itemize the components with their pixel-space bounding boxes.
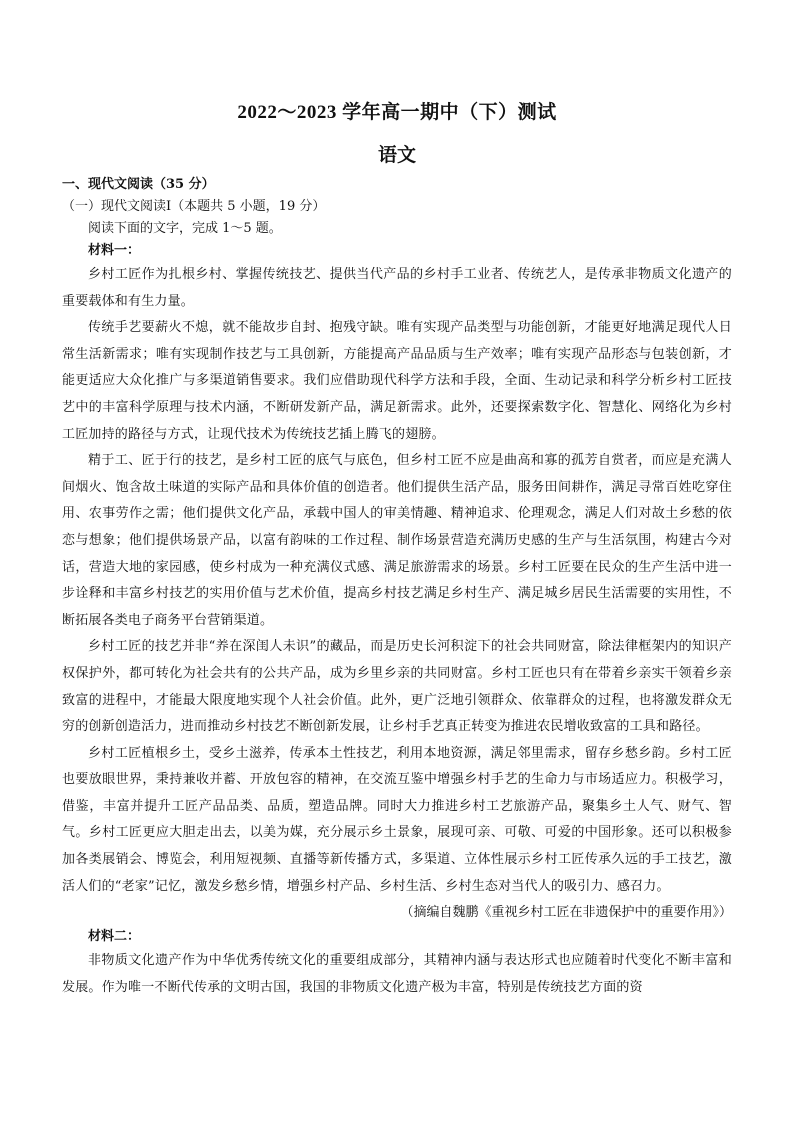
material-1-source: （摘编自魏鹏《重视乡村工匠在非遗保护中的重要作用》）	[400, 905, 732, 921]
subsection-heading: （一）现代文阅读Ⅰ（本题共 5 小题，19 分）	[62, 199, 326, 214]
exam-content	[62, 174, 732, 1001]
reading-instruction: 阅读下面的文字，完成 1～5 题。	[88, 221, 282, 236]
material-1-paragraph: 乡村工匠作为扎根乡村、掌握传统技艺、提供当代产品的乡村手工业者、传统艺人，是传承非物质文化遗产的重要载体和有生力量。	[62, 267, 732, 309]
material-1-paragraph: 传统手艺要薪火不熄，就不能故步自封、抱残守缺。唯有实现产品类型与功能创新，才能更好地满足现代人日常生活新需求；唯有实现制作技艺与工具创新，方能提高产品品质与生产效率；唯有实现产品形态与包装创新，才能更适应大众化推广与多渠道销售要求。我们应借助现代科学方法和手段，全面、生动记录和科学分析乡村工匠技艺中的丰富科学原理与技术内涵，不断研发新产品，满足新需求。此外，还要探索数字化、智慧化、网络化为乡村工匠加持的路径与方式，让现代技术为传统技艺插上腾飞的翅膀。	[62, 320, 732, 442]
material-2-label: 材料二：	[88, 929, 141, 945]
material-2-paragraph: 非物质文化遗产作为中华优秀传统文化的重要组成部分，其精神内涵与表达形式也应随着时代变化不断丰富和发展。作为唯一不断代传承的文明古国，我国的非物质文化遗产极为丰富，特别是传统技艺方面的资	[62, 953, 732, 995]
material-1-paragraph: 乡村工匠植根乡土，受乡土滋养，传承本土性技艺，利用本地资源，满足邻里需求，留存乡愁乡韵。乡村工匠也要放眼世界，秉持兼收并蓄、开放包容的精神，在交流互鉴中增强乡村手艺的生命力与市场适应力。积极学习，借鉴，丰富并提升工匠产品品类、品质，塑造品牌。同时大力推进乡村工艺旅游产品，聚集乡土人气、财气、智气。乡村工匠更应大胆走出去，以美为媒，充分展示乡土景象，展现可亲、可敬、可爱的中国形象。还可以积极参加各类展销会、博览会，利用短视频、直播等新传播方式，多渠道、立体性展示乡村工匠传承久远的手工技艺，激活人们的“老家”记忆，激发乡愁乡情，增强乡村产品、乡村生活、乡村生态对当代人的吸引力、感召力。	[62, 745, 732, 894]
material-1-paragraph: 乡村工匠的技艺并非“养在深闺人未识”的藏品，而是历史长河积淀下的社会共同财富，除法律框架内的知识产权保护外，都可转化为社会共有的公共产品，成为乡里乡亲的共同财富。乡村工匠也只有在带着乡亲实干领着乡亲致富的进程中，才能最大限度地实现个人社会价值。此外，更广泛地引领群众、依靠群众的过程，也将激发群众无穷的创新创造活力，进而推动乡村技艺不断创新发展，让乡村手艺真正转变为推进农民增收致富的工具和路径。	[62, 639, 732, 735]
section-heading: 一、现代文阅读（35 分）	[62, 177, 215, 192]
exam-title: 2022～2023 学年高一期中（下）测试	[237, 102, 557, 123]
material-1-paragraph: 精于工、匠于行的技艺，是乡村工匠的底气与底色，但乡村工匠不应是曲高和寡的孤芳自赏者，而应是充满人间烟火、饱含故土味道的实际产品和具体价值的创造者。他们提供生活产品，服务田间耕作，满足寻常百姓吃穿住用、农事劳作之需；他们提供文化产品，承载中国人的审美情趣、精神追求、伦理观念，满足人们对故土乡愁的依恋与想象；他们提供场景产品，以富有韵味的工作过程、制作场景营造充满历史感的生产与生活氛围，构建古今对话，营造大地的家园感，使乡村成为一种充满仪式感、满足旅游需求的场景。乡村工匠要在民众的生产生活中进一步诠释和丰富乡村技艺的实用价值与艺术价值，提高乡村技艺满足乡村生产、满足城乡居民生活需要的实用性，不断拓展各类电子商务平台营销渠道。	[62, 453, 732, 628]
exam-subject: 语文	[377, 145, 416, 166]
material-1-label: 材料一：	[88, 243, 141, 258]
